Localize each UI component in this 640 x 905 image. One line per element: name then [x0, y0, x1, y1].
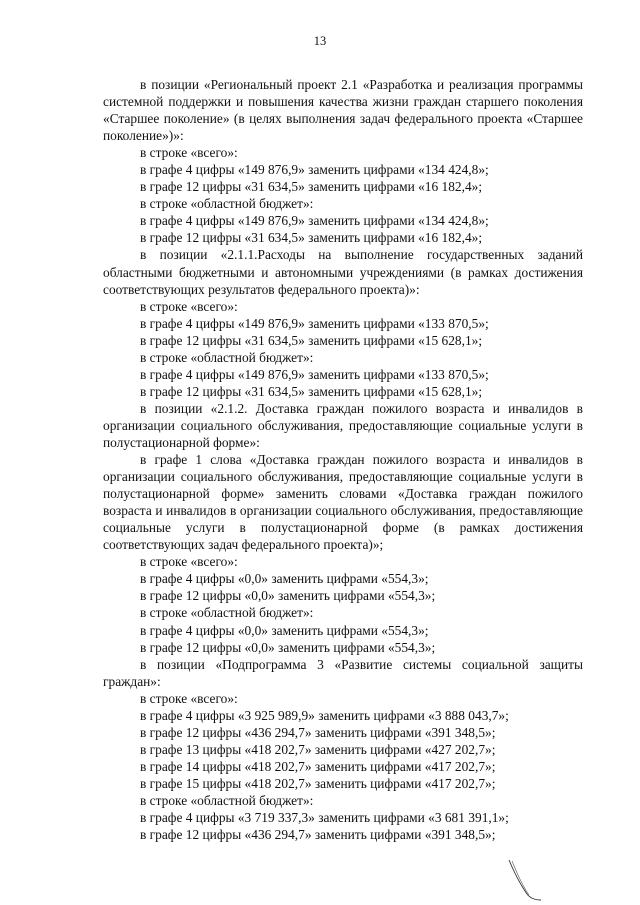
paragraph: в позиции «2.1.1.Расходы на выполнение государственных заданий областными бюджетными и автономными учреждениями (в рамках достижения соответствующих результатов федерального проекта)»: [103, 247, 583, 297]
paragraph: в графе 4 цифры «149 876,9» заменить цифрами «133 870,5»; [140, 315, 489, 331]
paragraph: в строке «областной бюджет»: [140, 605, 314, 621]
paragraph: в строке «всего»: [140, 145, 238, 161]
paragraph: в графе 12 цифры «436 294,7» заменить цифрами «391 348,5»; [140, 724, 496, 740]
paragraph: в графе 12 цифры «436 294,7» заменить цифрами «391 348,5»; [140, 827, 496, 843]
paragraph: в графе 4 цифры «0,0» заменить цифрами «554,3»; [140, 571, 429, 587]
paragraph: в графе 12 цифры «31 634,5» заменить цифрами «15 628,1»; [140, 383, 483, 399]
paragraph: в графе 4 цифры «149 876,9» заменить цифрами «134 424,8»; [140, 213, 489, 229]
paragraph: в графе 12 цифры «31 634,5» заменить цифрами «16 182,4»; [140, 179, 483, 195]
paragraph: в позиции «Региональный проект 2.1 «Разработка и реализация программы системной поддержки и повышения качества жизни граждан старшего поколения «Старшее поколение» (в целях выполнения задач федерального проекта «Старшее поколение»)»: [103, 77, 583, 144]
paragraph: в строке «областной бюджет»: [140, 349, 314, 365]
paragraph: в строке «всего»: [140, 554, 238, 570]
paragraph: в графе 4 цифры «3 719 337,3» заменить цифрами «3 681 391,1»; [140, 810, 509, 826]
paragraph: в графе 15 цифры «418 202,7» заменить цифрами «417 202,7»; [140, 775, 496, 791]
paragraph: в графе 4 цифры «149 876,9» заменить цифрами «133 870,5»; [140, 366, 489, 382]
paragraph: в графе 12 цифры «0,0» заменить цифрами «554,3»; [140, 639, 436, 655]
paragraph: в графе 12 цифры «0,0» заменить цифрами «554,3»; [140, 588, 436, 604]
paragraph: в графе 12 цифры «31 634,5» заменить цифрами «16 182,4»; [140, 230, 483, 246]
handwritten-mark [505, 858, 545, 902]
paragraph: в графе 14 цифры «418 202,7» заменить цифрами «417 202,7»; [140, 758, 496, 774]
paragraph: в позиции «2.1.2. Доставка граждан пожилого возраста и инвалидов в организации социального обслуживания, предоставляющие социальные услуги в полустационарной форме»: [103, 400, 583, 450]
paragraph: в строке «всего»: [140, 298, 238, 314]
paragraph: в позиции «Подпрограмма 3 «Развитие системы социальной защиты граждан»: [103, 656, 583, 689]
paragraph: в графе 12 цифры «31 634,5» заменить цифрами «15 628,1»; [140, 332, 483, 348]
paragraph: в строке «всего»: [140, 690, 238, 706]
paragraph: в графе 13 цифры «418 202,7» заменить цифрами «427 202,7»; [140, 741, 496, 757]
paragraph: в строке «областной бюджет»: [140, 196, 314, 212]
paragraph: в графе 4 цифры «0,0» заменить цифрами «554,3»; [140, 622, 429, 638]
paragraph: в графе 4 цифры «3 925 989,9» заменить цифрами «3 888 043,7»; [140, 707, 509, 723]
page-number: 13 [313, 34, 327, 48]
paragraph: в строке «областной бюджет»: [140, 792, 314, 808]
paragraph: в графе 1 слова «Доставка граждан пожилого возраста и инвалидов в организации социального обслуживания, предоставляющие социальные услуги в полустационарной форме» заменить словами «Доставка граждан пожилого возраста и инвалидов в организации социального обслуживания, предоставляющие социальные услуги в полустационарной форме (в рамках достижения соответствующих задач федерального проекта)»; [103, 452, 583, 553]
document-body [103, 76, 583, 843]
paragraph: в графе 4 цифры «149 876,9» заменить цифрами «134 424,8»; [140, 162, 489, 178]
